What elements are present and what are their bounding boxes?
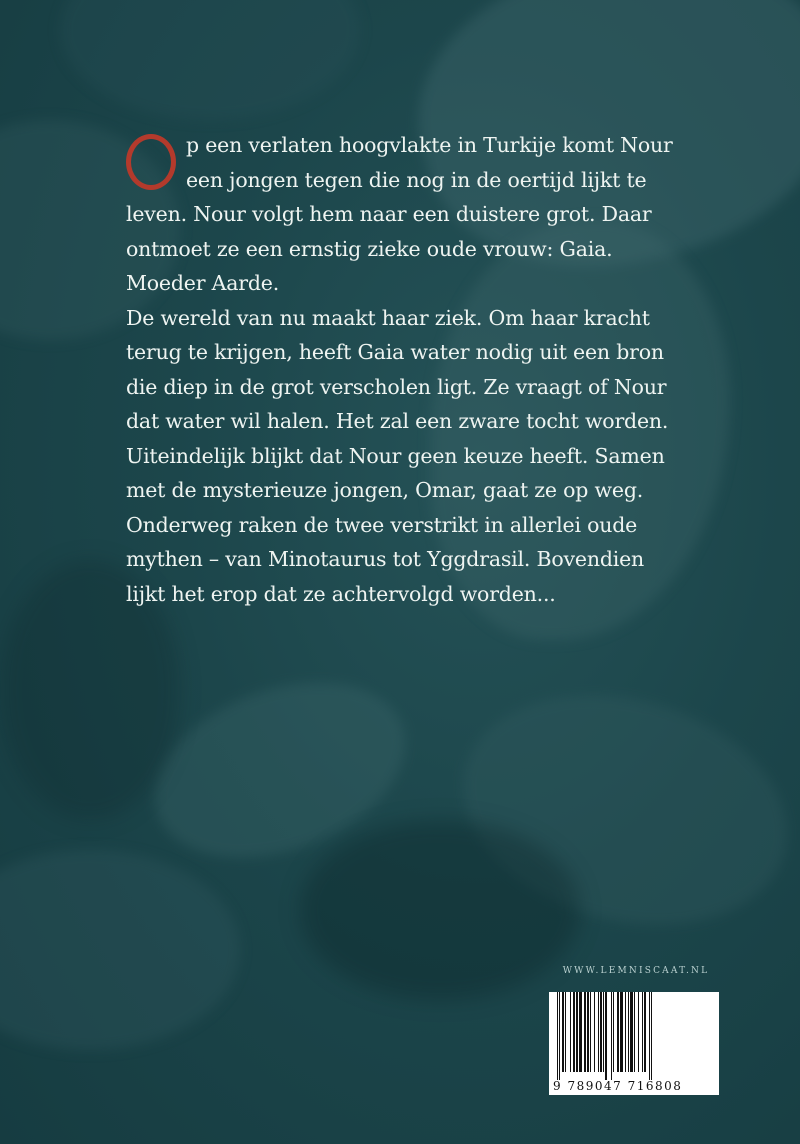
background-shape (60, 0, 360, 120)
isbn-number: 9 789047 716808 (553, 1079, 683, 1093)
blurb-paragraph-2: De wereld van nu maakt haar ziek. Om haar kracht terug te krijgen, heeft Gaia water nodig uit een bron die diep in de grot verscholen ligt. Ze vraagt of Nour dat water wil halen. Het zal een zware tocht worden. Uiteindelijk blijkt dat Nour geen keuze heeft. Samen met de mysterieuze jongen, Omar, gaat ze op weg. Onderweg raken de twee verstrikt in allerlei oude mythen – van Minotaurus tot Yggdrasil. Bovendien lijkt het erop dat ze achtervolgd worden... (126, 305, 669, 606)
drop-cap-o-icon (126, 134, 176, 190)
blurb-text-1: p een verlaten hoogvlakte in Turkije komt Nour een jongen tegen die nog in de oertijd lijkt te leven. Nour volgt hem naar een duistere grot. Daar ontmoet ze een ernstig zieke oude vrouw: Gaia. Moeder Aarde. (126, 133, 673, 295)
barcode-bars (557, 992, 711, 1080)
book-blurb (126, 128, 686, 611)
publisher-website: WWW.LEMNISCAAT.NL (562, 966, 710, 976)
background-shape (0, 850, 240, 1050)
background-shadow (300, 820, 580, 1000)
blurb-paragraph-1 (126, 128, 686, 301)
isbn-barcode (549, 992, 719, 1095)
